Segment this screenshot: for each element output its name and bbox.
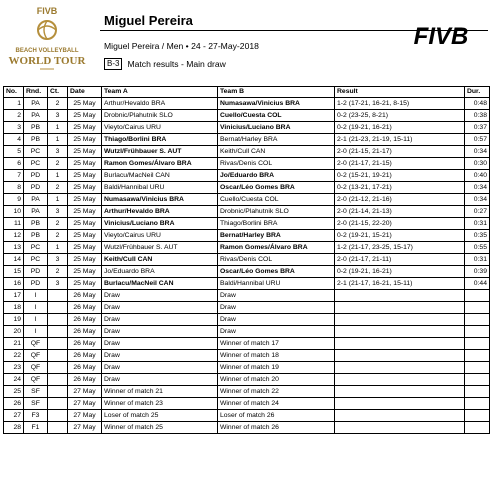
duration-cell bbox=[465, 350, 490, 362]
team-a-cell: Draw bbox=[102, 326, 218, 338]
duration-cell bbox=[465, 386, 490, 398]
duration-cell: 0:34 bbox=[465, 194, 490, 206]
round-cell: QF bbox=[24, 374, 48, 386]
team-b-cell: Bernat/Harley BRA bbox=[218, 230, 335, 242]
team-a-cell: Thiago/Borlini BRA bbox=[102, 134, 218, 146]
round-cell: PB bbox=[24, 218, 48, 230]
team-a-cell: Draw bbox=[102, 374, 218, 386]
table-header-row bbox=[4, 87, 490, 98]
round-cell: PB bbox=[24, 230, 48, 242]
court-cell bbox=[48, 326, 68, 338]
team-b-cell: Keith/Cull CAN bbox=[218, 146, 335, 158]
round-cell: PC bbox=[24, 254, 48, 266]
team-a-cell: Draw bbox=[102, 350, 218, 362]
event-info: Miguel Pereira / Men • 24 - 27-May-2018 bbox=[104, 41, 259, 51]
team-b-cell: Drobnic/Plahutnik SLO bbox=[218, 206, 335, 218]
date-cell: 25 May bbox=[68, 206, 102, 218]
match-number-cell: 25 bbox=[4, 386, 24, 398]
column-header-date: Date bbox=[68, 87, 102, 98]
round-cell: PD bbox=[24, 182, 48, 194]
column-header-team-b: Team B bbox=[218, 87, 335, 98]
table-row bbox=[4, 98, 490, 110]
fivb-logo bbox=[408, 22, 474, 48]
court-cell: 1 bbox=[48, 194, 68, 206]
result-cell: 0-2 (23-25, 8-21) bbox=[335, 110, 465, 122]
date-cell: 27 May bbox=[68, 410, 102, 422]
result-cell bbox=[335, 398, 465, 410]
match-number-cell: 24 bbox=[4, 374, 24, 386]
team-b-cell: Vinicius/Luciano BRA bbox=[218, 122, 335, 134]
court-cell bbox=[48, 338, 68, 350]
match-number-cell: 6 bbox=[4, 158, 24, 170]
duration-cell: 0:55 bbox=[465, 242, 490, 254]
team-b-cell: Oscar/Léo Gomes BRA bbox=[218, 266, 335, 278]
duration-cell: 0:31 bbox=[465, 218, 490, 230]
date-cell: 25 May bbox=[68, 110, 102, 122]
team-a-cell: Baldi/Hannibal URU bbox=[102, 182, 218, 194]
court-cell bbox=[48, 410, 68, 422]
team-a-cell: Draw bbox=[102, 362, 218, 374]
result-cell: 0-2 (13-21, 17-21) bbox=[335, 182, 465, 194]
team-a-cell: Numasawa/Vinicius BRA bbox=[102, 194, 218, 206]
match-number-cell: 14 bbox=[4, 254, 24, 266]
duration-cell: 0:57 bbox=[465, 134, 490, 146]
team-b-cell: Draw bbox=[218, 326, 335, 338]
team-b-cell: Winner of match 24 bbox=[218, 398, 335, 410]
table-row bbox=[4, 122, 490, 134]
team-b-cell: Draw bbox=[218, 302, 335, 314]
table-row bbox=[4, 134, 490, 146]
column-header-team-a: Team A bbox=[102, 87, 218, 98]
duration-cell: 0:44 bbox=[465, 278, 490, 290]
team-a-cell: Arthur/Hevaldo BRA bbox=[102, 206, 218, 218]
round-cell: PD bbox=[24, 266, 48, 278]
date-cell: 25 May bbox=[68, 278, 102, 290]
date-cell: 25 May bbox=[68, 254, 102, 266]
match-number-cell: 11 bbox=[4, 218, 24, 230]
team-b-cell: Cuello/Cuesta COL bbox=[218, 110, 335, 122]
court-cell: 1 bbox=[48, 134, 68, 146]
team-b-cell: Oscar/Léo Gomes BRA bbox=[218, 182, 335, 194]
team-a-cell: Draw bbox=[102, 290, 218, 302]
date-cell: 26 May bbox=[68, 314, 102, 326]
column-header-no: No. bbox=[4, 87, 24, 98]
date-cell: 26 May bbox=[68, 302, 102, 314]
table-row bbox=[4, 146, 490, 158]
table-row bbox=[4, 242, 490, 254]
stage-info bbox=[104, 58, 226, 70]
result-cell: 1-2 (17-21, 16-21, 8-15) bbox=[335, 98, 465, 110]
result-cell bbox=[335, 350, 465, 362]
date-cell: 26 May bbox=[68, 374, 102, 386]
duration-cell bbox=[465, 374, 490, 386]
match-number-cell: 21 bbox=[4, 338, 24, 350]
duration-cell: 0:34 bbox=[465, 182, 490, 194]
match-number-cell: 7 bbox=[4, 170, 24, 182]
match-number-cell: 2 bbox=[4, 110, 24, 122]
column-header-court: Ct. bbox=[48, 87, 68, 98]
table-row bbox=[4, 194, 490, 206]
court-cell bbox=[48, 290, 68, 302]
table-row bbox=[4, 254, 490, 266]
court-cell: 3 bbox=[48, 278, 68, 290]
date-cell: 25 May bbox=[68, 182, 102, 194]
match-number-cell: 28 bbox=[4, 422, 24, 434]
date-cell: 25 May bbox=[68, 230, 102, 242]
round-cell: QF bbox=[24, 350, 48, 362]
duration-cell: 0:38 bbox=[465, 110, 490, 122]
court-cell: 2 bbox=[48, 182, 68, 194]
team-a-cell: Ramon Gomes/Álvaro BRA bbox=[102, 158, 218, 170]
match-number-cell: 20 bbox=[4, 326, 24, 338]
result-cell: 0-2 (19-21, 16-21) bbox=[335, 266, 465, 278]
date-cell: 25 May bbox=[68, 194, 102, 206]
court-cell bbox=[48, 350, 68, 362]
court-cell: 3 bbox=[48, 110, 68, 122]
result-cell: 2-0 (21-15, 22-20) bbox=[335, 218, 465, 230]
logo-top-text: FIVB bbox=[36, 6, 58, 16]
table-row bbox=[4, 206, 490, 218]
match-number-cell: 4 bbox=[4, 134, 24, 146]
result-cell: 2-0 (21-12, 21-16) bbox=[335, 194, 465, 206]
table-row bbox=[4, 338, 490, 350]
court-cell: 1 bbox=[48, 242, 68, 254]
team-b-cell: Loser of match 26 bbox=[218, 410, 335, 422]
result-cell bbox=[335, 338, 465, 350]
duration-cell bbox=[465, 410, 490, 422]
court-cell bbox=[48, 374, 68, 386]
round-cell: I bbox=[24, 326, 48, 338]
result-cell bbox=[335, 326, 465, 338]
team-b-cell: Numasawa/Vinicius BRA bbox=[218, 98, 335, 110]
logo-line-1: BEACH VOLLEYBALL bbox=[15, 48, 79, 54]
court-cell bbox=[48, 422, 68, 434]
date-cell: 25 May bbox=[68, 218, 102, 230]
table-row bbox=[4, 398, 490, 410]
result-cell bbox=[335, 410, 465, 422]
team-b-cell: Bernat/Harley BRA bbox=[218, 134, 335, 146]
round-cell: I bbox=[24, 302, 48, 314]
beach-volleyball-world-tour-logo bbox=[4, 4, 90, 74]
table-row bbox=[4, 290, 490, 302]
duration-cell: 0:37 bbox=[465, 122, 490, 134]
court-cell: 2 bbox=[48, 266, 68, 278]
round-cell: I bbox=[24, 290, 48, 302]
duration-cell bbox=[465, 314, 490, 326]
date-cell: 25 May bbox=[68, 170, 102, 182]
team-b-cell: Rivas/Denis COL bbox=[218, 158, 335, 170]
team-a-cell: Drobnic/Plahutnik SLO bbox=[102, 110, 218, 122]
column-header-duration: Dur. bbox=[465, 87, 490, 98]
court-cell: 1 bbox=[48, 170, 68, 182]
round-cell: PC bbox=[24, 242, 48, 254]
stage-code: B-3 bbox=[104, 58, 122, 70]
court-cell: 2 bbox=[48, 218, 68, 230]
result-cell bbox=[335, 386, 465, 398]
round-cell: I bbox=[24, 314, 48, 326]
page-title: Miguel Pereira bbox=[104, 13, 193, 28]
result-cell bbox=[335, 290, 465, 302]
logo-line-2: WORLD TOUR bbox=[8, 55, 86, 67]
duration-cell bbox=[465, 290, 490, 302]
result-cell: 2-0 (21-14, 21-13) bbox=[335, 206, 465, 218]
round-cell: PB bbox=[24, 134, 48, 146]
table-row bbox=[4, 386, 490, 398]
duration-cell bbox=[465, 302, 490, 314]
duration-cell: 0:35 bbox=[465, 230, 490, 242]
result-cell bbox=[335, 314, 465, 326]
round-cell: PA bbox=[24, 194, 48, 206]
team-a-cell: Winner of match 25 bbox=[102, 422, 218, 434]
round-cell: PA bbox=[24, 206, 48, 218]
match-number-cell: 12 bbox=[4, 230, 24, 242]
match-number-cell: 10 bbox=[4, 206, 24, 218]
match-number-cell: 13 bbox=[4, 242, 24, 254]
round-cell: PD bbox=[24, 278, 48, 290]
duration-cell bbox=[465, 398, 490, 410]
team-b-cell: Baldi/Hannibal URU bbox=[218, 278, 335, 290]
team-a-cell: Draw bbox=[102, 302, 218, 314]
court-cell: 2 bbox=[48, 230, 68, 242]
team-a-cell: Burlacu/MacNeil CAN bbox=[102, 170, 218, 182]
date-cell: 26 May bbox=[68, 338, 102, 350]
round-cell: PC bbox=[24, 146, 48, 158]
match-number-cell: 16 bbox=[4, 278, 24, 290]
team-a-cell: Burlacu/MacNeil CAN bbox=[102, 278, 218, 290]
team-b-cell: Jo/Eduardo BRA bbox=[218, 170, 335, 182]
team-b-cell: Winner of match 26 bbox=[218, 422, 335, 434]
round-cell: SF bbox=[24, 398, 48, 410]
match-number-cell: 3 bbox=[4, 122, 24, 134]
team-b-cell: Winner of match 17 bbox=[218, 338, 335, 350]
result-cell: 2-1 (21-17, 16-21, 15-11) bbox=[335, 278, 465, 290]
team-a-cell: Vinicius/Luciano BRA bbox=[102, 218, 218, 230]
stage-name: Match results - Main draw bbox=[127, 59, 226, 69]
duration-cell: 0:48 bbox=[465, 98, 490, 110]
duration-cell bbox=[465, 326, 490, 338]
result-cell bbox=[335, 374, 465, 386]
match-number-cell: 1 bbox=[4, 98, 24, 110]
column-header-round: Rnd. bbox=[24, 87, 48, 98]
match-number-cell: 15 bbox=[4, 266, 24, 278]
date-cell: 27 May bbox=[68, 422, 102, 434]
team-b-cell: Winner of match 19 bbox=[218, 362, 335, 374]
table-row bbox=[4, 326, 490, 338]
team-b-cell: Winner of match 18 bbox=[218, 350, 335, 362]
round-cell: QF bbox=[24, 338, 48, 350]
match-number-cell: 8 bbox=[4, 182, 24, 194]
result-cell bbox=[335, 302, 465, 314]
duration-cell: 0:34 bbox=[465, 146, 490, 158]
result-cell: 2-0 (21-17, 21-11) bbox=[335, 254, 465, 266]
court-cell bbox=[48, 314, 68, 326]
team-b-cell: Draw bbox=[218, 290, 335, 302]
match-number-cell: 17 bbox=[4, 290, 24, 302]
duration-cell: 0:30 bbox=[465, 158, 490, 170]
court-cell bbox=[48, 302, 68, 314]
date-cell: 25 May bbox=[68, 122, 102, 134]
court-cell: 3 bbox=[48, 206, 68, 218]
duration-cell bbox=[465, 338, 490, 350]
date-cell: 26 May bbox=[68, 362, 102, 374]
round-cell: PC bbox=[24, 158, 48, 170]
court-cell bbox=[48, 362, 68, 374]
court-cell: 3 bbox=[48, 254, 68, 266]
table-row bbox=[4, 374, 490, 386]
result-cell: 2-0 (21-17, 21-15) bbox=[335, 158, 465, 170]
team-a-cell: Winner of match 23 bbox=[102, 398, 218, 410]
duration-cell: 0:27 bbox=[465, 206, 490, 218]
result-cell: 0-2 (19-21, 16-21) bbox=[335, 122, 465, 134]
team-a-cell: Draw bbox=[102, 338, 218, 350]
table-row bbox=[4, 182, 490, 194]
team-a-cell: Jo/Eduardo BRA bbox=[102, 266, 218, 278]
team-a-cell: Arthur/Hevaldo BRA bbox=[102, 98, 218, 110]
result-cell: 0-2 (15-21, 19-21) bbox=[335, 170, 465, 182]
result-cell: 1-2 (21-17, 23-25, 15-17) bbox=[335, 242, 465, 254]
date-cell: 25 May bbox=[68, 146, 102, 158]
table-row bbox=[4, 422, 490, 434]
match-number-cell: 27 bbox=[4, 410, 24, 422]
date-cell: 26 May bbox=[68, 326, 102, 338]
match-number-cell: 23 bbox=[4, 362, 24, 374]
court-cell bbox=[48, 398, 68, 410]
team-a-cell: Vieyto/Cairus URU bbox=[102, 122, 218, 134]
team-a-cell: Keith/Cull CAN bbox=[102, 254, 218, 266]
table-row bbox=[4, 362, 490, 374]
round-cell: PB bbox=[24, 122, 48, 134]
round-cell: PA bbox=[24, 98, 48, 110]
table-row bbox=[4, 218, 490, 230]
court-cell: 2 bbox=[48, 98, 68, 110]
team-b-cell: Cuello/Cuesta COL bbox=[218, 194, 335, 206]
team-a-cell: Wutzl/Frühbauer S. AUT bbox=[102, 146, 218, 158]
date-cell: 25 May bbox=[68, 158, 102, 170]
column-header-result: Result bbox=[335, 87, 465, 98]
duration-cell: 0:39 bbox=[465, 266, 490, 278]
team-a-cell: Loser of match 25 bbox=[102, 410, 218, 422]
match-number-cell: 5 bbox=[4, 146, 24, 158]
match-number-cell: 22 bbox=[4, 350, 24, 362]
table-row bbox=[4, 302, 490, 314]
team-b-cell: Draw bbox=[218, 314, 335, 326]
result-cell: 2-1 (21-23, 21-19, 15-11) bbox=[335, 134, 465, 146]
table-row bbox=[4, 170, 490, 182]
team-b-cell: Winner of match 22 bbox=[218, 386, 335, 398]
match-results-table bbox=[3, 86, 490, 434]
duration-cell bbox=[465, 362, 490, 374]
round-cell: PD bbox=[24, 170, 48, 182]
court-cell: 2 bbox=[48, 158, 68, 170]
court-cell: 1 bbox=[48, 122, 68, 134]
table-row bbox=[4, 110, 490, 122]
team-b-cell: Ramon Gomes/Álvaro BRA bbox=[218, 242, 335, 254]
round-cell: PA bbox=[24, 110, 48, 122]
date-cell: 26 May bbox=[68, 290, 102, 302]
date-cell: 27 May bbox=[68, 398, 102, 410]
duration-cell bbox=[465, 422, 490, 434]
match-number-cell: 26 bbox=[4, 398, 24, 410]
table-row bbox=[4, 278, 490, 290]
fivb-logo-text: FIVB bbox=[413, 23, 469, 48]
court-cell bbox=[48, 386, 68, 398]
result-cell bbox=[335, 362, 465, 374]
duration-cell: 0:40 bbox=[465, 170, 490, 182]
date-cell: 26 May bbox=[68, 350, 102, 362]
date-cell: 27 May bbox=[68, 386, 102, 398]
table-row bbox=[4, 350, 490, 362]
round-cell: F3 bbox=[24, 410, 48, 422]
result-cell: 2-0 (21-15, 21-17) bbox=[335, 146, 465, 158]
team-a-cell: Vieyto/Cairus URU bbox=[102, 230, 218, 242]
team-a-cell: Wutzl/Frühbauer S. AUT bbox=[102, 242, 218, 254]
table-row bbox=[4, 266, 490, 278]
match-number-cell: 19 bbox=[4, 314, 24, 326]
date-cell: 25 May bbox=[68, 134, 102, 146]
table-row bbox=[4, 410, 490, 422]
team-b-cell: Winner of match 20 bbox=[218, 374, 335, 386]
table-row bbox=[4, 158, 490, 170]
date-cell: 25 May bbox=[68, 98, 102, 110]
team-b-cell: Rivas/Denis COL bbox=[218, 254, 335, 266]
court-cell: 3 bbox=[48, 146, 68, 158]
team-b-cell: Thiago/Borlini BRA bbox=[218, 218, 335, 230]
result-cell: 0-2 (19-21, 15-21) bbox=[335, 230, 465, 242]
document-header bbox=[0, 0, 492, 86]
result-cell bbox=[335, 422, 465, 434]
table-row bbox=[4, 314, 490, 326]
duration-cell: 0:31 bbox=[465, 254, 490, 266]
team-a-cell: Draw bbox=[102, 314, 218, 326]
round-cell: F1 bbox=[24, 422, 48, 434]
round-cell: QF bbox=[24, 362, 48, 374]
table-row bbox=[4, 230, 490, 242]
date-cell: 25 May bbox=[68, 242, 102, 254]
match-number-cell: 9 bbox=[4, 194, 24, 206]
date-cell: 25 May bbox=[68, 266, 102, 278]
team-a-cell: Winner of match 21 bbox=[102, 386, 218, 398]
round-cell: SF bbox=[24, 386, 48, 398]
match-number-cell: 18 bbox=[4, 302, 24, 314]
